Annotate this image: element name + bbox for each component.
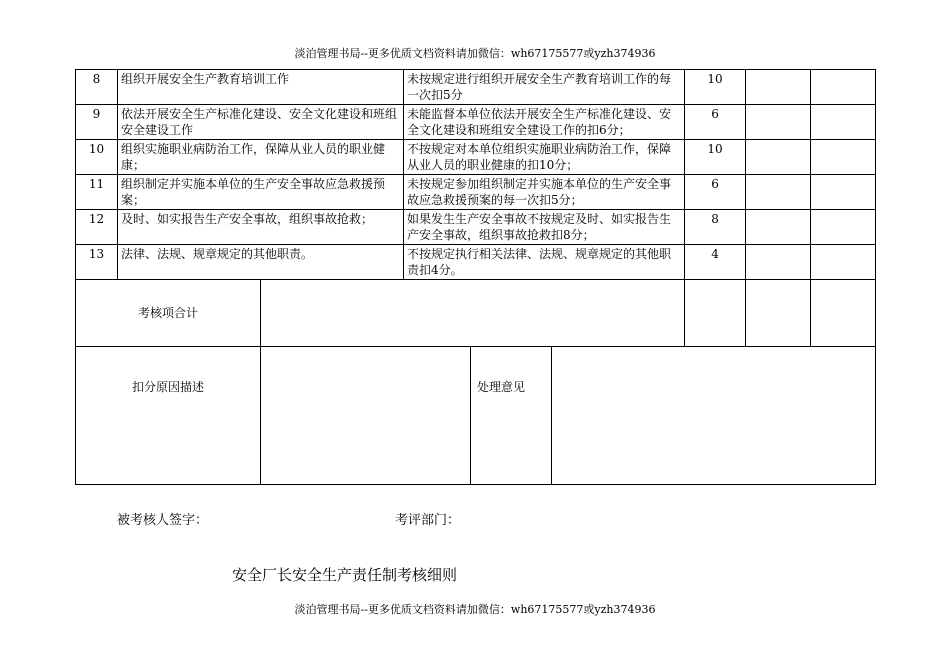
final-score-cell — [811, 70, 876, 105]
table-row — [76, 245, 876, 280]
score-value: 10 — [685, 70, 746, 105]
total-blank-cell — [261, 280, 685, 347]
footer-note: 淡泊管理书局--更多优质文档资料请加微信：wh67175577或yzh374936 — [294, 603, 656, 616]
total-score-cell — [685, 280, 746, 347]
deduction-reason-label: 扣分原因描述 — [76, 347, 261, 485]
self-eval-cell — [746, 245, 811, 280]
self-eval-cell — [746, 210, 811, 245]
final-score-cell — [811, 105, 876, 140]
score-value: 6 — [685, 105, 746, 140]
total-row — [76, 280, 876, 347]
table-row — [76, 140, 876, 175]
row-number: 8 — [76, 70, 118, 105]
total-label: 考核项合计 — [76, 280, 261, 347]
table-row — [76, 210, 876, 245]
deduction-standard: 不按规定执行相关法律、法规、规章规定的其他职责扣4分。 — [404, 245, 685, 280]
row-number: 9 — [76, 105, 118, 140]
assessment-table — [75, 69, 876, 485]
deduction-reason-cell — [261, 347, 471, 485]
row-number: 11 — [76, 175, 118, 210]
row-number: 13 — [76, 245, 118, 280]
score-value: 6 — [685, 175, 746, 210]
duty-item: 组织实施职业病防治工作，保障从业人员的职业健康； — [118, 140, 404, 175]
self-eval-cell — [746, 140, 811, 175]
final-score-cell — [811, 245, 876, 280]
duty-item: 组织制定并实施本单位的生产安全事故应急救援预案； — [118, 175, 404, 210]
final-score-cell — [811, 140, 876, 175]
table-row — [76, 175, 876, 210]
score-value: 4 — [685, 245, 746, 280]
duty-item: 依法开展安全生产标准化建设、安全文化建设和班组安全建设工作 — [118, 105, 404, 140]
self-eval-cell — [746, 70, 811, 105]
deduction-standard: 未能监督本单位依法开展安全生产标准化建设、安全文化建设和班组安全建设工作的扣6分； — [404, 105, 685, 140]
table-row — [76, 70, 876, 105]
deduction-standard: 未按规定进行组织开展安全生产教育培训工作的每一次扣5分 — [404, 70, 685, 105]
next-section-title: 安全厂长安全生产责任制考核细则 — [232, 566, 458, 584]
total-self-cell — [746, 280, 811, 347]
dept-label: 考评部门： — [395, 513, 461, 528]
description-row — [76, 347, 876, 485]
deduction-standard: 不按规定对本单位组织实施职业病防治工作，保障从业人员的职业健康的扣10分； — [404, 140, 685, 175]
deduction-standard: 如果发生生产安全事故不按规定及时、如实报告生产安全事故，组织事故抢救扣8分； — [404, 210, 685, 245]
header-note: 淡泊管理书局--更多优质文档资料请加微信：wh67175577或yzh374936 — [294, 47, 656, 60]
duty-item: 组织开展安全生产教育培训工作 — [118, 70, 404, 105]
handling-opinion-label: 处理意见 — [471, 347, 552, 485]
duty-item: 法律、法规、规章规定的其他职责。 — [118, 245, 404, 280]
row-number: 10 — [76, 140, 118, 175]
score-value: 10 — [685, 140, 746, 175]
total-final-cell — [811, 280, 876, 347]
final-score-cell — [811, 210, 876, 245]
row-number: 12 — [76, 210, 118, 245]
final-score-cell — [811, 175, 876, 210]
examinee-signature-label: 被考核人签字： — [117, 513, 209, 528]
score-value: 8 — [685, 210, 746, 245]
handling-opinion-cell — [552, 347, 876, 485]
duty-item: 及时、如实报告生产安全事故，组织事故抢救； — [118, 210, 404, 245]
self-eval-cell — [746, 105, 811, 140]
self-eval-cell — [746, 175, 811, 210]
deduction-standard: 未按规定参加组织制定并实施本单位的生产安全事故应急救援预案的每一次扣5分； — [404, 175, 685, 210]
table-row — [76, 105, 876, 140]
